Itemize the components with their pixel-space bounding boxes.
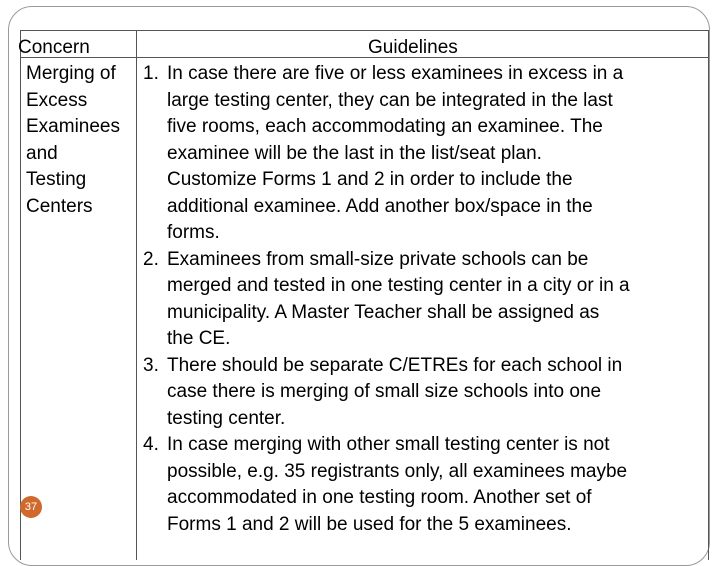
guideline-item (140, 247, 710, 353)
guideline-line: case there is merging of small size schools into one (167, 381, 602, 402)
concern-line: Excess (26, 89, 88, 111)
guideline-line: Customize Forms 1 and 2 in order to include the (167, 169, 573, 190)
guideline-line: the CE. (167, 328, 231, 349)
guidelines-header: Guidelines (368, 37, 458, 58)
guideline-line: merged and tested in one testing center in a city or in a (167, 275, 630, 296)
guideline-line: additional examinee. Add another box/space in the (167, 195, 593, 217)
guideline-number: 1. (143, 63, 159, 84)
guideline-number: 4. (143, 434, 159, 455)
concern-line: Merging of (26, 63, 116, 84)
page-number-badge: 37 (20, 496, 42, 518)
concern-line: Testing (26, 169, 87, 190)
concern-header: Concern (18, 37, 90, 58)
concern-line: and (26, 142, 58, 164)
guideline-number: 3. (143, 354, 159, 376)
guideline-line: possible, e.g. 35 registrants only, all examinees maybe (167, 460, 628, 482)
guideline-line: Examinees from small-size private schools can be (167, 248, 589, 270)
guideline-line: large testing center, they can be integrated in the last (167, 89, 613, 111)
guideline-line: accommodated in one testing room. Another set of (167, 487, 592, 508)
guideline-line: In case there are five or less examinees in excess in a (167, 63, 624, 84)
concern-line: Centers (26, 195, 93, 217)
header-divider (21, 57, 708, 58)
guideline-line: In case merging with other small testing center is not (167, 434, 610, 455)
guideline-line: five rooms, each accommodating an examinee. The (167, 116, 603, 137)
guidelines-list (140, 61, 710, 538)
guideline-item (140, 61, 710, 247)
concern-cell (26, 61, 138, 220)
guideline-line: forms. (167, 222, 220, 243)
guideline-number: 2. (143, 248, 159, 270)
guideline-line: testing center. (167, 407, 286, 429)
guideline-line: Forms 1 and 2 will be used for the 5 examinees. (167, 513, 572, 535)
concern-line: Examinees (26, 116, 120, 137)
guideline-item (140, 432, 710, 538)
guideline-item (140, 353, 710, 433)
guideline-line: municipality. A Master Teacher shall be assigned as (167, 301, 600, 323)
guideline-line: examinee will be the last in the list/seat plan. (167, 142, 542, 164)
guideline-line: There should be separate C/ETREs for each school in (167, 354, 623, 376)
